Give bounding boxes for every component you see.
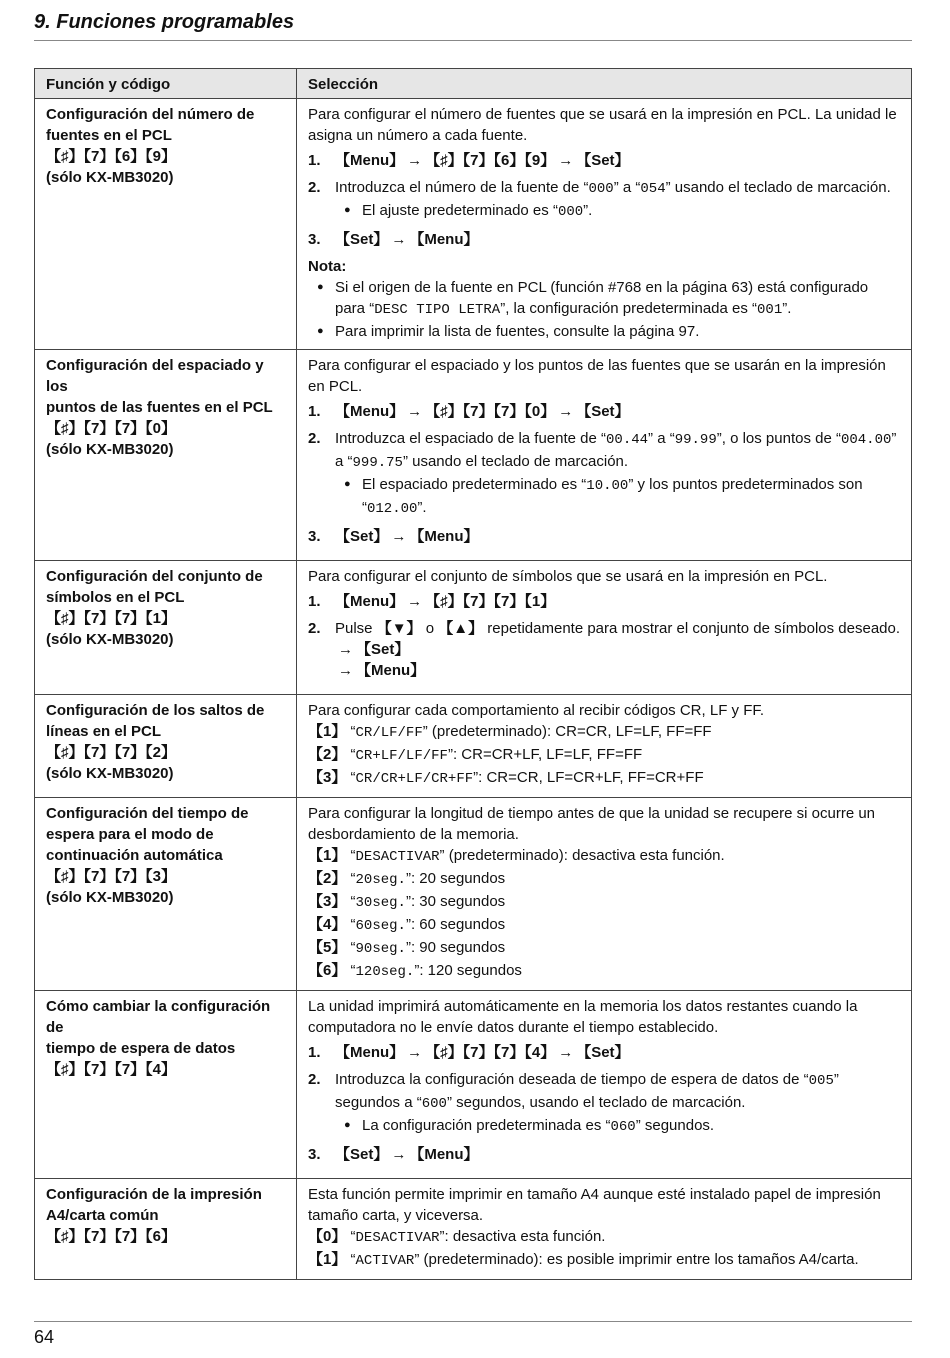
- step-item: [308, 428, 901, 520]
- quote-open: “: [346, 893, 356, 910]
- step-text: o: [421, 620, 439, 637]
- function-line: Configuración del conjunto de: [46, 568, 263, 585]
- bullet-list: [335, 200, 901, 223]
- key-set: 【Set】: [335, 528, 389, 545]
- step-number: 1.: [308, 152, 321, 169]
- option-line: [308, 845, 901, 868]
- key-set: 【Set】: [576, 1044, 630, 1061]
- step-number: 1.: [308, 593, 321, 610]
- key-menu: 【Menu】: [409, 1146, 479, 1163]
- quote-close: ”: [405, 870, 411, 887]
- key-menu: 【Menu】: [335, 152, 405, 169]
- quote-open: “: [346, 870, 356, 887]
- note-text: ”.: [782, 300, 792, 317]
- function-line: espera para el modo de: [46, 826, 214, 843]
- step-number: 3.: [308, 1146, 321, 1163]
- arrow-icon: →: [338, 641, 353, 658]
- quote-open: “: [346, 1228, 356, 1245]
- key-set: 【Set】: [335, 1146, 389, 1163]
- key-menu: 【Menu】: [335, 403, 405, 420]
- option-desc: : 90 segundos: [410, 939, 506, 956]
- quote-close: ”: [414, 962, 420, 979]
- quote-open: “: [346, 723, 356, 740]
- step-item: [308, 526, 901, 547]
- quote-close: ”: [473, 769, 479, 786]
- function-line: Configuración del espaciado y los: [46, 357, 264, 395]
- function-line: Cómo cambiar la configuración de: [46, 998, 271, 1036]
- page-title: 9. Funciones programables: [34, 11, 295, 33]
- intro-text: Para configurar cada comportamiento al recibir códigos CR, LF y FF.: [308, 702, 765, 719]
- step-text: ” segundos a “: [335, 1071, 839, 1111]
- step-number: 3.: [308, 528, 321, 545]
- step-list: [308, 591, 901, 681]
- function-line: Configuración del tiempo de: [46, 805, 249, 822]
- key-code: 【♯】【7】【7】【0】: [425, 403, 556, 420]
- step-item: [308, 591, 901, 612]
- key-set: 【Set】: [576, 403, 630, 420]
- step-text: ” a “: [613, 179, 641, 196]
- option-value: DESACTIVAR: [355, 1230, 440, 1246]
- step-item: [308, 177, 901, 223]
- function-line: tiempo de espera de datos: [46, 1040, 236, 1057]
- table-row: [35, 798, 912, 991]
- function-code: 【♯】【7】【7】【0】: [46, 420, 177, 437]
- option-key: 【4】: [308, 916, 347, 933]
- model-note: (sólo KX-MB3020): [46, 631, 174, 648]
- arrow-icon: →: [407, 1044, 423, 1061]
- bullet-item: [335, 200, 901, 223]
- step-text: Introduzca el número de la fuente de “: [335, 179, 589, 196]
- bullet-text: La configuración predeterminada es “: [362, 1117, 611, 1134]
- function-line: continuación automática: [46, 847, 223, 864]
- option-desc: : CR=CR, LF=CR+LF, FF=CR+FF: [478, 769, 704, 786]
- quote-close: ”: [405, 939, 411, 956]
- function-code: 【♯】【7】【7】【1】: [46, 610, 177, 627]
- quote-close: ”: [405, 893, 411, 910]
- step-number: 3.: [308, 231, 321, 248]
- step-item: [308, 1069, 901, 1138]
- option-value: CR+LF/LF/FF: [355, 748, 448, 764]
- key-set: 【Set】: [356, 641, 410, 658]
- bullet-text: ” y los puntos predeterminados son “: [362, 476, 863, 516]
- arrow-icon: →: [407, 593, 423, 610]
- function-line: A4/carta común: [46, 1207, 159, 1224]
- option-key: 【3】: [308, 769, 347, 786]
- display-value: 005: [808, 1073, 834, 1089]
- key-set: 【Set】: [335, 231, 389, 248]
- function-code: 【♯】【7】【7】【4】: [46, 1061, 177, 1078]
- key-menu: 【Menu】: [335, 593, 405, 610]
- option-value: 30seg.: [355, 895, 406, 911]
- option-desc: (predeterminado): es posible imprimir entre los tamaños A4/carta.: [419, 1251, 859, 1268]
- intro-text: Para configurar el número de fuentes que se usará en la impresión en PCL. La unidad le asigna un número a cada fuente.: [308, 106, 897, 144]
- option-value: CR/CR+LF/CR+FF: [355, 771, 474, 787]
- page-header: [34, 8, 912, 41]
- arrow-icon: →: [558, 403, 574, 420]
- note-title: Nota:: [308, 258, 347, 275]
- display-value: 999.75: [352, 455, 403, 471]
- functions-table: [34, 68, 912, 1280]
- function-cell: [35, 99, 297, 350]
- quote-close: ”: [414, 1251, 420, 1268]
- key-up: 【▲】: [438, 620, 484, 637]
- step-item: [308, 150, 901, 171]
- model-note: (sólo KX-MB3020): [46, 765, 174, 782]
- model-note: (sólo KX-MB3020): [46, 169, 174, 186]
- bullet-text: El ajuste predeterminado es “: [362, 202, 558, 219]
- display-value: 600: [421, 1096, 447, 1112]
- option-desc: : 20 segundos: [410, 870, 506, 887]
- table-header-row: [35, 69, 912, 99]
- option-value: CR/LF/FF: [355, 725, 423, 741]
- option-key: 【1】: [308, 723, 347, 740]
- step-text: ” a “: [335, 430, 897, 470]
- option-line: [308, 1226, 901, 1249]
- arrow-icon: →: [391, 1146, 407, 1163]
- column-header-function: Función y código: [35, 69, 297, 99]
- step-number: 1.: [308, 1044, 321, 1061]
- option-desc: (predeterminado): desactiva esta función.: [444, 847, 725, 864]
- step-list: [308, 401, 901, 547]
- note-text: Para imprimir la lista de fuentes, consulte la página 97.: [335, 323, 700, 340]
- column-header-selection: Selección: [297, 69, 912, 99]
- function-code: 【♯】【7】【6】【9】: [46, 148, 177, 165]
- step-number: 2.: [308, 620, 321, 637]
- bullet-item: [335, 474, 901, 520]
- step-number: 2.: [308, 1071, 321, 1088]
- option-line: [308, 868, 901, 891]
- option-value: 20seg.: [355, 872, 406, 888]
- selection-cell: [297, 991, 912, 1179]
- display-value: 060: [610, 1119, 636, 1135]
- note-item: [308, 277, 901, 321]
- step-item: [308, 1144, 901, 1165]
- display-value: 012.00: [367, 501, 418, 517]
- function-line: símbolos en el PCL: [46, 589, 185, 606]
- function-cell: [35, 1179, 297, 1280]
- table-row: [35, 695, 912, 798]
- intro-text: Para configurar el conjunto de símbolos que se usará en la impresión en PCL.: [308, 568, 828, 585]
- note-list: [308, 277, 901, 342]
- step-text: ” a “: [648, 430, 675, 447]
- table-row: [35, 99, 912, 350]
- key-menu: 【Menu】: [335, 1044, 405, 1061]
- option-value: 90seg.: [355, 941, 406, 957]
- display-value: 054: [640, 181, 666, 197]
- option-line: [308, 891, 901, 914]
- option-line: [308, 960, 901, 983]
- function-cell: [35, 695, 297, 798]
- note-text: ”, la configuración predeterminada es “: [500, 300, 758, 317]
- selection-cell: [297, 99, 912, 350]
- display-value: 000: [557, 204, 584, 220]
- intro-text: La unidad imprimirá automáticamente en la memoria los datos restantes cuando la computadora no le envíe datos durante el tiempo establecido.: [308, 998, 858, 1036]
- display-value: 000: [588, 181, 614, 197]
- key-set: 【Set】: [576, 152, 630, 169]
- step-text: Introduzca la configuración deseada de tiempo de espera de datos de “: [335, 1071, 809, 1088]
- page-number: 64: [34, 1327, 55, 1347]
- display-value: 00.44: [606, 432, 649, 448]
- option-desc: : CR=CR+LF, LF=LF, FF=FF: [452, 746, 643, 763]
- key-menu: 【Menu】: [409, 231, 479, 248]
- arrow-icon: →: [407, 403, 423, 420]
- function-cell: [35, 798, 297, 991]
- option-key: 【5】: [308, 939, 347, 956]
- key-menu: 【Menu】: [409, 528, 479, 545]
- function-cell: [35, 991, 297, 1179]
- quote-close: ”: [405, 916, 411, 933]
- selection-cell: [297, 798, 912, 991]
- quote-open: “: [346, 746, 356, 763]
- option-value: ACTIVAR: [355, 1253, 415, 1269]
- option-line: [308, 937, 901, 960]
- function-line: fuentes en el PCL: [46, 127, 172, 144]
- quote-close: ”: [422, 723, 428, 740]
- quote-close: ”: [447, 746, 453, 763]
- function-code: 【♯】【7】【7】【3】: [46, 868, 177, 885]
- option-value: 60seg.: [355, 918, 406, 934]
- table-row: [35, 350, 912, 561]
- option-desc: : 120 segundos: [419, 962, 522, 979]
- bullet-text: ” segundos.: [635, 1117, 715, 1134]
- key-code: 【♯】【7】【7】【4】: [425, 1044, 556, 1061]
- option-desc: (predeterminado): CR=CR, LF=LF, FF=FF: [427, 723, 712, 740]
- step-item: [308, 401, 901, 422]
- bullet-text: ”.: [583, 202, 593, 219]
- step-text: Introduzca el espaciado de la fuente de “: [335, 430, 607, 447]
- note-text: Si el origen de la fuente en PCL (función #768 en la página 63) está configurado para “: [335, 279, 869, 317]
- option-desc: : 30 segundos: [410, 893, 506, 910]
- option-line: [308, 767, 901, 790]
- arrow-icon: →: [391, 528, 407, 545]
- quote-open: “: [346, 769, 356, 786]
- function-line: Configuración de los saltos de: [46, 702, 265, 719]
- option-line: [308, 1249, 901, 1272]
- step-number: 2.: [308, 430, 321, 447]
- intro-text: Para configurar la longitud de tiempo antes de que la unidad se recupere si ocurre un desbordamiento de la memoria.: [308, 805, 876, 843]
- bullet-list: [335, 474, 901, 520]
- arrow-icon: →: [407, 152, 423, 169]
- function-line: Configuración del número de: [46, 106, 255, 123]
- option-desc: : desactiva esta función.: [444, 1228, 606, 1245]
- bullet-item: [335, 1115, 901, 1138]
- display-value: 001: [757, 302, 783, 318]
- function-line: puntos de las fuentes en el PCL: [46, 399, 273, 416]
- step-text: repetidamente para mostrar el conjunto de símbolos deseado.: [483, 620, 901, 637]
- arrow-icon: →: [391, 231, 407, 248]
- step-item: [308, 229, 901, 250]
- option-key: 【1】: [308, 847, 347, 864]
- option-key: 【2】: [308, 870, 347, 887]
- selection-cell: [297, 695, 912, 798]
- option-key: 【2】: [308, 746, 347, 763]
- function-cell: [35, 350, 297, 561]
- function-code: 【♯】【7】【7】【6】: [46, 1228, 177, 1245]
- option-line: [308, 721, 901, 744]
- option-key: 【6】: [308, 962, 347, 979]
- key-menu: 【Menu】: [356, 662, 426, 679]
- quote-open: “: [346, 1251, 356, 1268]
- bullet-text: El espaciado predeterminado es “: [362, 476, 587, 493]
- arrow-icon: →: [558, 1044, 574, 1061]
- step-number: 2.: [308, 179, 321, 196]
- step-text: ”, o los puntos de “: [716, 430, 841, 447]
- table-row: [35, 1179, 912, 1280]
- option-line: [308, 914, 901, 937]
- step-text: ” usando el teclado de marcación.: [665, 179, 891, 196]
- note-item: [308, 321, 901, 342]
- option-line: [308, 744, 901, 767]
- table-row: [35, 991, 912, 1179]
- arrow-icon: →: [338, 662, 353, 679]
- intro-text: Para configurar el espaciado y los puntos de las fuentes que se usarán en la impresión en PCL.: [308, 357, 886, 395]
- option-key: 【3】: [308, 893, 347, 910]
- step-text: ” usando el teclado de marcación.: [402, 453, 629, 470]
- key-down: 【▼】: [376, 620, 422, 637]
- bullet-list: [335, 1115, 901, 1138]
- option-value: 120seg.: [355, 964, 415, 980]
- model-note: (sólo KX-MB3020): [46, 889, 174, 906]
- step-number: 1.: [308, 403, 321, 420]
- model-note: (sólo KX-MB3020): [46, 441, 174, 458]
- quote-open: “: [346, 962, 356, 979]
- display-value: 99.99: [674, 432, 717, 448]
- function-code: 【♯】【7】【7】【2】: [46, 744, 177, 761]
- function-line: líneas en el PCL: [46, 723, 162, 740]
- quote-close: ”: [439, 847, 445, 864]
- page-footer: [34, 1321, 912, 1352]
- intro-text: Esta función permite imprimir en tamaño A4 aunque esté instalado papel de impresión tamaño carta, y viceversa.: [308, 1186, 881, 1224]
- selection-cell: [297, 1179, 912, 1280]
- option-key: 【1】: [308, 1251, 347, 1268]
- option-key: 【0】: [308, 1228, 347, 1245]
- selection-cell: [297, 350, 912, 561]
- arrow-icon: →: [558, 152, 574, 169]
- display-value: 004.00: [840, 432, 892, 448]
- bullet-text: ”.: [417, 499, 427, 516]
- selection-cell: [297, 561, 912, 695]
- function-cell: [35, 561, 297, 695]
- step-text: Pulse: [335, 620, 377, 637]
- key-code: 【♯】【7】【7】【1】: [425, 593, 556, 610]
- step-item: [308, 1042, 901, 1063]
- display-value: DESC TIPO LETRA: [374, 302, 501, 318]
- step-list: [308, 150, 901, 250]
- function-line: Configuración de la impresión: [46, 1186, 262, 1203]
- table-row: [35, 561, 912, 695]
- quote-open: “: [346, 847, 356, 864]
- quote-open: “: [346, 939, 356, 956]
- step-item: [308, 618, 901, 681]
- display-value: 10.00: [586, 478, 629, 494]
- step-list: [308, 1042, 901, 1165]
- option-value: DESACTIVAR: [355, 849, 440, 865]
- key-code: 【♯】【7】【6】【9】: [425, 152, 556, 169]
- quote-open: “: [346, 916, 356, 933]
- step-text: ” segundos, usando el teclado de marcación.: [446, 1094, 746, 1111]
- quote-close: ”: [439, 1228, 445, 1245]
- option-desc: : 60 segundos: [410, 916, 506, 933]
